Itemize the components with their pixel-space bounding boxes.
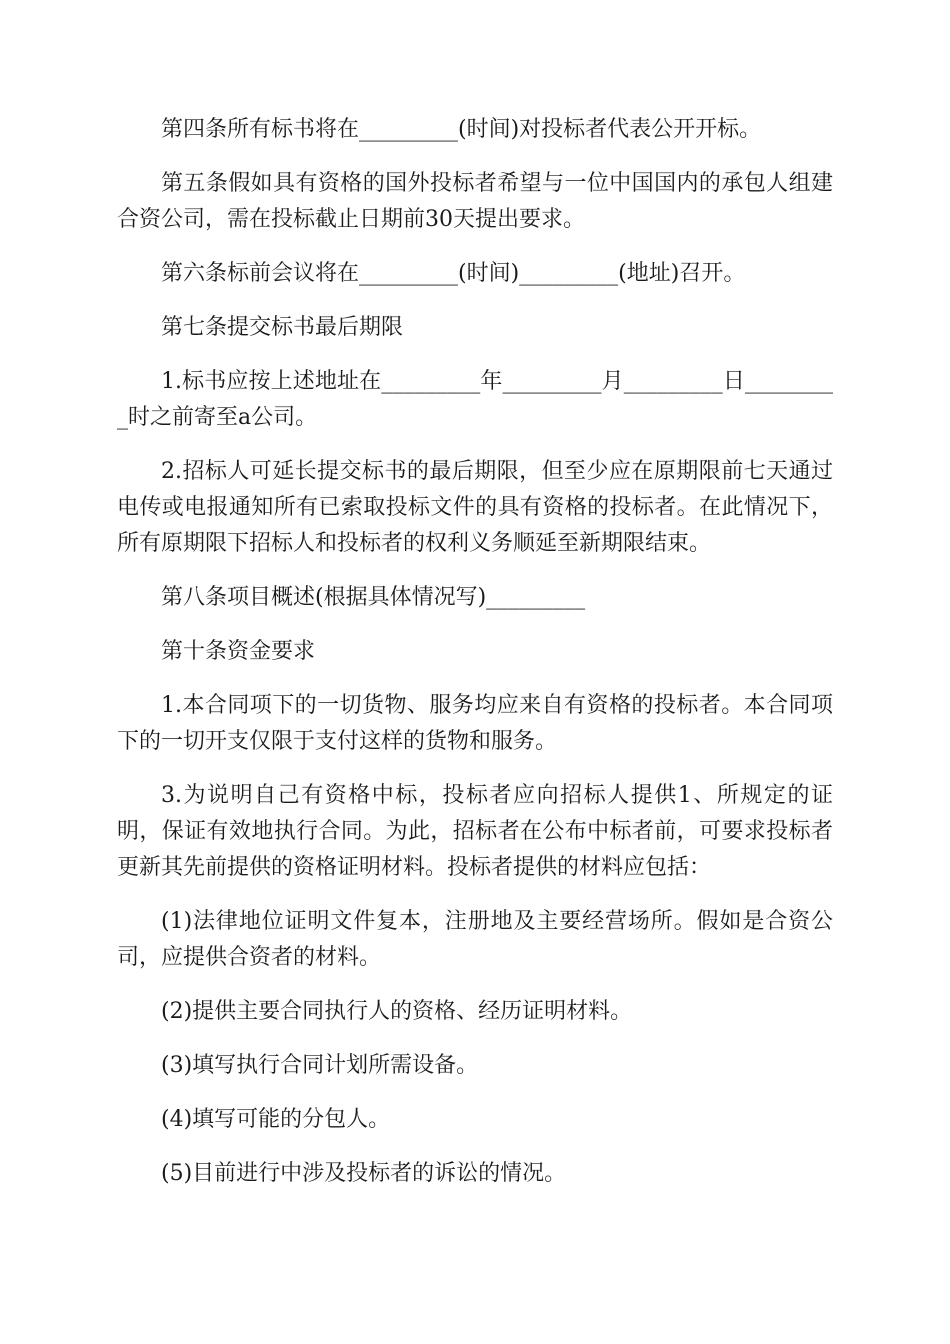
paragraph-article-5: 第五条假如具有资格的国外投标者希望与一位中国国内的承包人组建合资公司，需在投标截止日期前30天提出要求。 [117,171,833,232]
paragraph-list-item-1: (1)法律地位证明文件复本，注册地及主要经营场所。假如是合资公司，应提供合资者的材料。 [117,909,833,970]
paragraph-article-6: 第六条标前会议将在_________(时间)_________(地址)召开。 [161,261,746,286]
paragraph-article-4: 第四条所有标书将在_________(时间)对投标者代表公开开标。 [161,117,762,142]
paragraph-article-10-heading: 第十条资金要求 [161,639,316,664]
paragraph-list-item-3: (3)填写执行合同计划所需设备。 [161,1053,479,1078]
document-body [117,112,833,1210]
paragraph-list-item-2: (2)提供主要合同执行人的资格、经历证明材料。 [161,999,633,1024]
paragraph-list-item-5: (5)目前进行中涉及投标者的诉讼的情况。 [161,1161,567,1186]
paragraph-list-item-4: (4)填写可能的分包人。 [161,1107,391,1132]
paragraph-article-7-item-2: 2.招标人可延长提交标书的最后期限，但至少应在原期限前七天通过电传或电报通知所有已索取投标文件的具有资格的投标者。在此情况下，所有原期限下招标人和投标者的权利义务顺延至新期限结束。 [117,459,833,556]
paragraph-article-10-item-1: 1.本合同项下的一切货物、服务均应来自有资格的投标者。本合同项下的一切开支仅限于支付这样的货物和服务。 [117,693,833,754]
paragraph-article-8: 第八条项目概述(根据具体情况写)_________ [161,585,586,610]
paragraph-article-7-item-1: 1.标书应按上述地址在_________年_________月_________日_________时之前寄至a公司。 [117,369,833,430]
paragraph-article-10-item-3: 3.为说明自己有资格中标，投标者应向招标人提供1、所规定的证明，保证有效地执行合同。为此，招标者在公布中标者前，可要求投标者更新其先前提供的资格证明材料。投标者提供的材料应包括： [117,783,833,880]
paragraph-article-7-heading: 第七条提交标书最后期限 [161,315,404,340]
